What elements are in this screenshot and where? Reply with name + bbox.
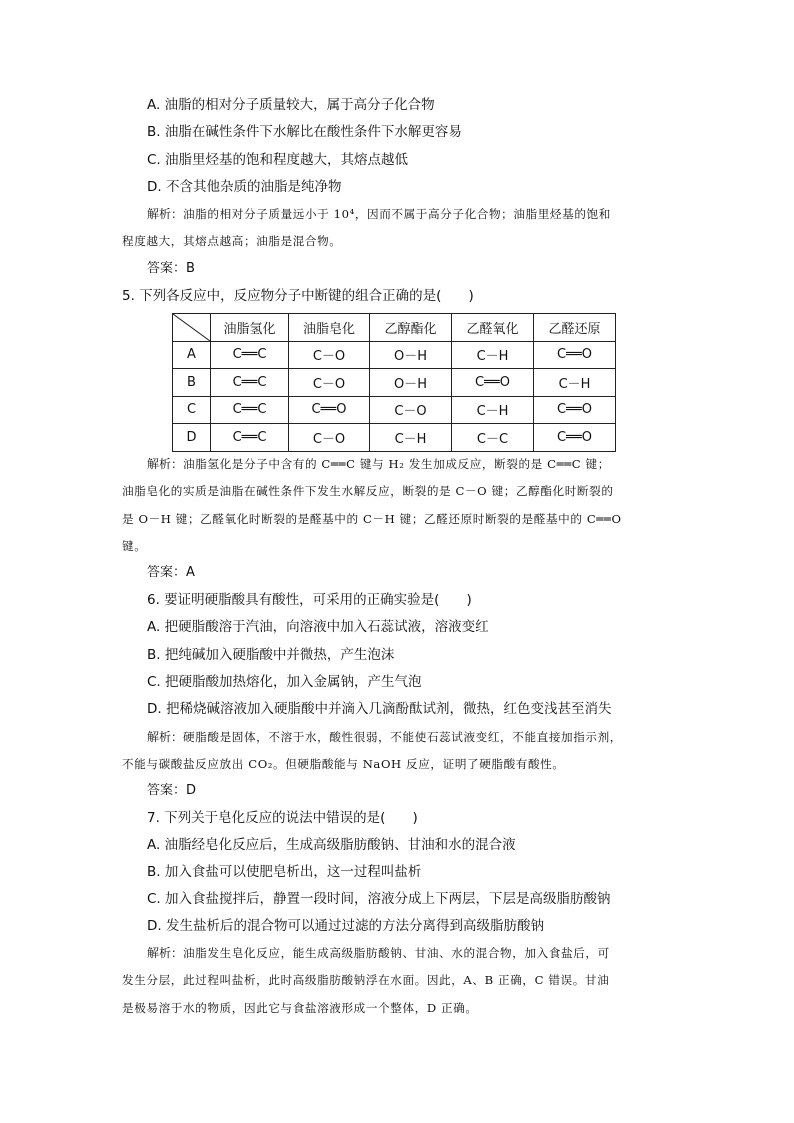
q6-option-c: C. 把硬脂酸加热熔化，加入金属钠，产生气泡 xyxy=(147,674,422,690)
q7-explanation-line-3: 是极易溶于水的物质，因此它与食盐溶液形成一个整体，D 正确。 xyxy=(122,1001,478,1015)
explanation-tag: 解析： xyxy=(147,207,184,221)
table-cell: C－O xyxy=(289,341,370,369)
row-label: A xyxy=(173,341,211,369)
q5-explanation-text-1: 油脂氢化是分子中含有的 C══C 键与 H₂ 发生加成反应，断裂的是 C══C 键； xyxy=(183,457,610,471)
table-row xyxy=(173,424,616,452)
q7-explanation-line-1 xyxy=(147,944,610,962)
q6-option-d: D. 把稀烧碱溶液加入硬脂酸中并滴入几滴酚酞试剂，微热，红色变浅甚至消失 xyxy=(147,701,612,717)
table-cell: C－H xyxy=(452,341,534,369)
q4-answer: 答案：B xyxy=(147,261,195,276)
q4-option-a: A. 油脂的相对分子质量较大，属于高分子化合物 xyxy=(147,97,435,113)
row-label: D xyxy=(173,424,211,452)
table-cell: C══O xyxy=(534,396,616,424)
table-header: 油脂皂化 xyxy=(289,314,370,342)
table-cell: C══C xyxy=(211,424,289,452)
q5-explanation-line-3: 是 O－H 键；乙醛氧化时断裂的是醛基中的 C－H 键；乙醛还原时断裂的是醛基中的 C══O xyxy=(122,512,622,526)
q6-explanation-line-2: 不能与碳酸盐反应放出 CO₂。但硬脂酸能与 NaOH 反应，证明了硬脂酸有酸性。 xyxy=(122,757,565,771)
q6-answer: 答案：D xyxy=(147,783,197,798)
q7-explanation-line-2: 发生分层，此过程叫盐析，此时高级脂肪酸钠浮在水面。因此，A、B 正确，C 错误。甘油 xyxy=(122,973,610,987)
explanation-tag: 解析： xyxy=(147,946,184,960)
table-row xyxy=(173,369,616,397)
explanation-tag: 解析： xyxy=(147,457,184,471)
table-cell: C══C xyxy=(211,396,289,424)
table-cell: C══O xyxy=(534,424,616,452)
table-cell: C－O xyxy=(370,396,452,424)
q5-explanation-line-4: 键。 xyxy=(122,539,147,553)
table-cell: C－O xyxy=(289,424,370,452)
table-cell: C══O xyxy=(289,396,370,424)
table-cell: C－H xyxy=(534,369,616,397)
q6-option-b: B. 把纯碱加入硬脂酸中并微热，产生泡沫 xyxy=(147,647,395,663)
q5-explanation-line-1 xyxy=(147,455,610,473)
row-label: B xyxy=(173,369,211,397)
q6-explanation-line-1 xyxy=(147,728,622,746)
table-cell: C－O xyxy=(289,369,370,397)
table-cell: O－H xyxy=(370,341,452,369)
q6-option-a: A. 把硬脂酸溶于汽油，向溶液中加入石蕊试液，溶液变红 xyxy=(147,619,489,635)
q7-option-b: B. 加入食盐可以使肥皂析出，这一过程叫盐析 xyxy=(147,864,422,880)
q7-stem: 7. 下列关于皂化反应的说法中错误的是( ) xyxy=(147,810,418,826)
q4-option-c: C. 油脂里烃基的饱和程度越大，其熔点越低 xyxy=(147,152,409,168)
q5-answer: 答案：A xyxy=(147,565,195,580)
table-row xyxy=(173,396,616,424)
q4-explanation-text-1: 油脂的相对分子质量远小于 10⁴，因而不属于高分子化合物；油脂里烃基的饱和 xyxy=(183,207,611,221)
table-corner-cell xyxy=(173,314,211,342)
diagonal-line xyxy=(173,314,210,341)
table-header: 乙醛还原 xyxy=(534,314,616,342)
q7-option-d: D. 发生盐析后的混合物可以通过过滤的方法分离得到高级脂肪酸钠 xyxy=(147,918,544,934)
table-header-row xyxy=(173,314,616,342)
table-cell: C══C xyxy=(211,341,289,369)
row-label: C xyxy=(173,396,211,424)
table-cell: C══C xyxy=(211,369,289,397)
table-cell: C－H xyxy=(452,396,534,424)
q4-explanation-line-1 xyxy=(147,205,611,223)
q7-explanation-text-1: 油脂发生皂化反应，能生成高级脂肪酸钠、甘油、水的混合物，加入食盐后，可 xyxy=(183,946,610,960)
table-header: 油脂氢化 xyxy=(211,314,289,342)
bond-table xyxy=(172,313,616,452)
table-header: 乙醇酯化 xyxy=(370,314,452,342)
q7-option-a: A. 油脂经皂化反应后，生成高级脂肪酸钠、甘油和水的混合液 xyxy=(147,837,516,853)
explanation-tag: 解析： xyxy=(147,730,184,744)
table-cell: C－H xyxy=(370,424,452,452)
q5-stem: 5. 下列各反应中，反应物分子中断键的组合正确的是( ) xyxy=(122,288,474,304)
q4-option-d: D. 不含其他杂质的油脂是纯净物 xyxy=(147,179,342,195)
table-cell: C══O xyxy=(534,341,616,369)
q5-explanation-line-2: 油脂皂化的实质是油脂在碱性条件下发生水解反应，断裂的是 C－O 键；乙醇酯化时断裂的 xyxy=(122,484,614,498)
table-cell: O－H xyxy=(370,369,452,397)
q6-stem: 6. 要证明硬脂酸具有酸性，可采用的正确实验是( ) xyxy=(147,592,472,608)
table-header: 乙醛氧化 xyxy=(452,314,534,342)
q7-option-c: C. 加入食盐搅拌后，静置一段时间，溶液分成上下两层，下层是高级脂肪酸钠 xyxy=(147,891,611,907)
q4-option-b: B. 油脂在碱性条件下水解比在酸性条件下水解更容易 xyxy=(147,124,462,140)
table-row xyxy=(173,341,616,369)
q6-explanation-text-1: 硬脂酸是固体，不溶于水，酸性很弱，不能使石蕊试液变红，不能直接加指示剂， xyxy=(183,730,622,744)
table-cell: C－C xyxy=(452,424,534,452)
table-cell: C══O xyxy=(452,369,534,397)
q4-explanation-line-2: 程度越大，其熔点越高；油脂是混合物。 xyxy=(122,234,342,248)
